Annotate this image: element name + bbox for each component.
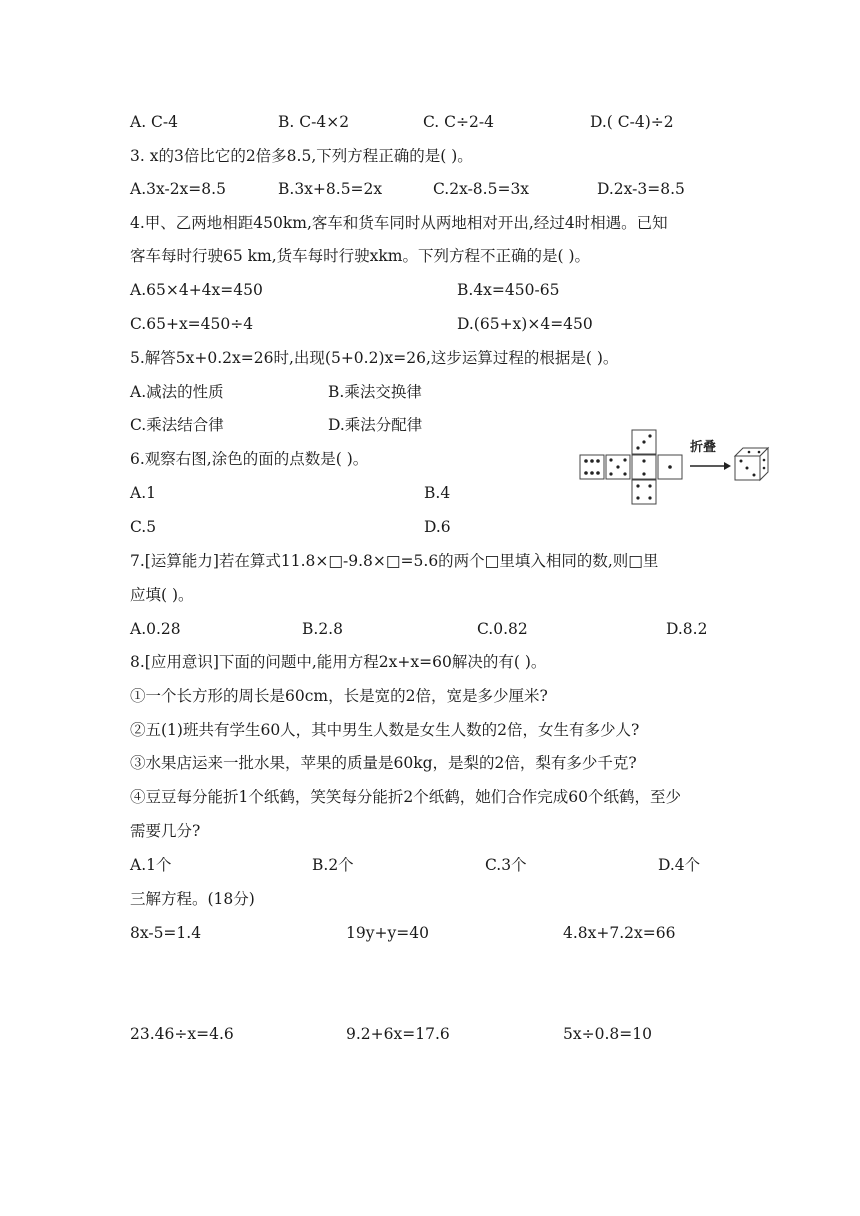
q2-option-d: D.( C-4)÷2	[590, 113, 674, 131]
q8-stem: 8.[应用意识]下面的问题中,能用方程2x+x=60解决的有( )。	[130, 653, 547, 671]
equation: 4.8x+7.2x=66	[563, 924, 676, 942]
q8-item: ②五(1)班共有学生60人，其中男生人数是女生人数的2倍，女生有多少人?	[130, 721, 640, 739]
folded-cube	[735, 448, 768, 480]
equation: 23.46÷x=4.6	[130, 1025, 234, 1043]
q8-item: ①一个长方形的周长是60cm，长是宽的2倍，宽是多少厘米?	[130, 687, 548, 705]
net-face-4	[632, 480, 656, 504]
q8-option-d: D.4个	[658, 856, 701, 874]
cube-net-diagram	[578, 428, 790, 508]
q6-stem: 6.观察右图,涂色的面的点数是( )。	[130, 450, 369, 468]
q3-option-a: A.3x-2x=8.5	[130, 180, 226, 198]
q3-stem: 3. x的3倍比它的2倍多8.5,下列方程正确的是( )。	[130, 147, 473, 165]
q5-stem: 5.解答5x+0.2x=26时,出现(5+0.2)x=26,这步运算过程的根据是( )。	[130, 349, 619, 367]
q5-option-b: B.乘法交换律	[328, 383, 422, 401]
q7-stem-line1: 7.[运算能力]若在算式11.8×□-9.8×□=5.6的两个□里填入相同的数,则□里	[130, 552, 659, 570]
q6-option-a: A.1	[130, 484, 156, 502]
q4-stem-line1: 4.甲、乙两地相距450km,客车和货车同时从两地相对开出,经过4时相遇。已知	[130, 214, 668, 232]
q2-option-b: B. C-4×2	[278, 113, 350, 131]
q3-option-b: B.3x+8.5=2x	[278, 180, 383, 198]
q8-item-continued: 需要几分?	[130, 822, 201, 840]
q8-item: ④豆豆每分能折1个纸鹤，笑笑每分能折2个纸鹤，她们合作完成60个纸鹤，至少	[130, 788, 681, 806]
q8-option-b: B.2个	[312, 856, 354, 874]
fold-label: 折叠	[690, 440, 717, 455]
q2-option-c: C. C÷2-4	[423, 113, 494, 131]
q4-option-c: C.65+x=450÷4	[130, 315, 254, 333]
q5-option-d: D.乘法分配律	[328, 416, 423, 434]
q8-option-a: A.1个	[130, 856, 172, 874]
q2-option-a: A. C-4	[130, 113, 179, 131]
q7-option-a: A.0.28	[130, 620, 181, 638]
q4-option-d: D.(65+x)×4=450	[457, 315, 593, 333]
q5-option-c: C.乘法结合律	[130, 416, 224, 434]
q8-item: ③水果店运来一批水果，苹果的质量是60kg，是梨的2倍，梨有多少千克?	[130, 754, 637, 772]
equation: 9.2+6x=17.6	[346, 1025, 450, 1043]
q4-option-a: A.65×4+4x=450	[130, 281, 263, 299]
q6-option-b: B.4	[424, 484, 451, 502]
q6-option-c: C.5	[130, 518, 157, 536]
q5-option-a: A.减法的性质	[130, 383, 224, 401]
q8-option-c: C.3个	[485, 856, 527, 874]
q4-stem-line2: 客车每时行驶65 km,货车每时行驶xkm。下列方程不正确的是( )。	[130, 247, 591, 265]
equation: 8x-5=1.4	[130, 924, 202, 942]
net-face-6	[580, 455, 604, 479]
equation: 19y+y=40	[346, 924, 429, 942]
q7-option-b: B.2.8	[302, 620, 343, 638]
q7-option-c: C.0.82	[477, 620, 528, 638]
section-title: 三解方程。(18分)	[130, 890, 255, 908]
q7-stem-line2: 应填( )。	[130, 586, 194, 604]
q6-option-d: D.6	[424, 518, 451, 536]
equation: 5x÷0.8=10	[563, 1025, 652, 1043]
q3-option-c: C.2x-8.5=3x	[433, 180, 530, 198]
q3-option-d: D.2x-3=8.5	[597, 180, 685, 198]
q4-option-b: B.4x=450-65	[457, 281, 560, 299]
cube-net-figure	[578, 428, 790, 508]
q7-option-d: D.8.2	[666, 620, 708, 638]
